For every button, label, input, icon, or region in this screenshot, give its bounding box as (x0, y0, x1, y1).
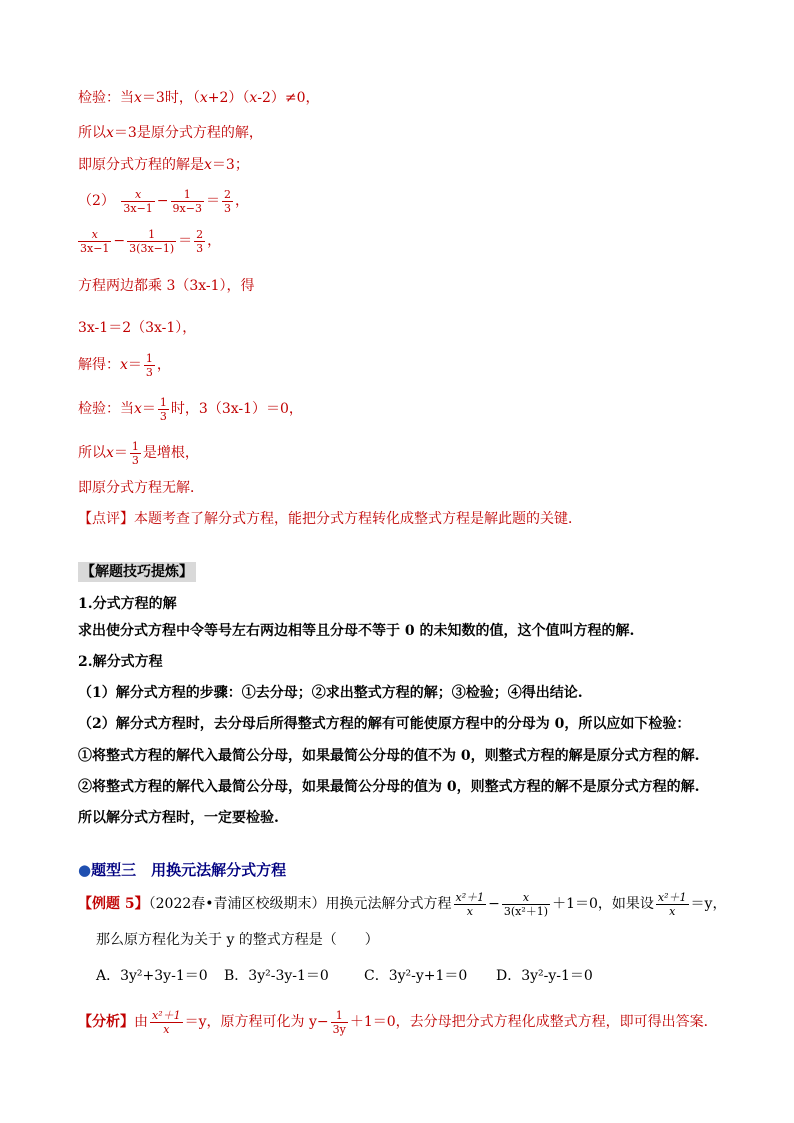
text: 所以 (78, 445, 106, 461)
option-d: D．3y²-y-1＝0 (496, 968, 593, 984)
part2-equation-rewritten (78, 226, 221, 256)
tips-text-6: 所以解分式方程时，一定要检验. (78, 810, 279, 826)
denominator: 3 (145, 365, 153, 379)
var-x: x (106, 125, 114, 141)
numerator: 1 (127, 228, 176, 242)
var-x: x (199, 90, 208, 106)
section-heading (78, 860, 286, 880)
text: ＝y， (690, 896, 727, 912)
text: 检验：当 (78, 90, 134, 106)
fraction (454, 891, 487, 918)
text: 即原分式方程的解是 (78, 157, 204, 173)
expand-line: 3x-1＝2（3x-1）， (78, 320, 197, 336)
numerator: x²＋1 (455, 890, 485, 904)
denominator: x (163, 1022, 170, 1036)
text: +2）（ (207, 90, 250, 106)
analysis-label: 【分析】 (78, 1014, 134, 1030)
text: ， (156, 357, 171, 373)
solve-line (78, 350, 171, 380)
numerator: 1 (131, 439, 139, 453)
operator: ＝ (205, 193, 220, 209)
analysis-line (78, 1004, 718, 1040)
denominator: x (466, 904, 473, 918)
operator: ＝ (178, 233, 193, 249)
numerator: x (502, 891, 550, 905)
denominator: x (669, 904, 676, 918)
text: 是增根， (142, 445, 199, 461)
denominator: 9x−3 (172, 201, 202, 215)
denominator: 3 (159, 409, 167, 423)
numerator: 1 (145, 351, 153, 365)
check-line-1 (78, 88, 320, 108)
check-line-2 (78, 394, 303, 424)
numerator: x (78, 228, 111, 242)
bullet-icon: ● (78, 861, 92, 879)
operator: − (113, 233, 126, 249)
var-x: x (134, 401, 142, 417)
var-x: x (120, 357, 128, 373)
numerator: 2 (196, 227, 204, 241)
fraction (78, 228, 111, 255)
tips-text-1: 求出使分式方程中令等号左右两边相等且分母不等于 0 的未知数的值，这个值叫方程的解. (78, 623, 635, 639)
comment: 【点评】本题考查了解分式方程，能把分式方程转化成整式方程是解此题的关键． (78, 511, 582, 527)
answer-line-1 (78, 155, 249, 175)
fraction (127, 228, 176, 255)
text: 解得： (78, 357, 120, 373)
text: ＋1＝0，如果设 (552, 896, 654, 912)
tag-label: 【解题技巧提炼】 (78, 562, 196, 582)
fraction (130, 440, 141, 467)
example-source: （2022春•青浦区校级期末）用换元法解分式方程 (148, 896, 452, 912)
section-title: 题型三 用换元法解分式方程 (91, 861, 287, 879)
tips-text-4: ①将整式方程的解代入最简公分母，如果最简公分母的值不为 0，则整式方程的解是原分式方程的解. (78, 748, 700, 764)
example-label: 【例题 5】 (78, 896, 149, 912)
text: ， (234, 193, 249, 209)
fraction (121, 188, 154, 215)
text: ＋1＝0，去分母把分式方程化成整式方程，即可得出答案． (349, 1014, 718, 1030)
var-x: x (134, 90, 142, 106)
operator: − (156, 193, 169, 209)
numerator: 1 (171, 188, 204, 202)
answer-line-2: 即原分式方程无解． (78, 480, 204, 496)
numerator: x (121, 188, 154, 202)
numerator: 1 (331, 1009, 348, 1023)
denominator: 3x−1 (80, 241, 110, 255)
numerator: x²＋1 (152, 1008, 181, 1022)
tips-heading-2: 2.解分式方程 (78, 654, 163, 670)
text: ， (207, 233, 222, 249)
fraction (150, 1009, 183, 1036)
var-x: x (249, 90, 258, 106)
text: ＝3； (211, 157, 249, 173)
part-label: （2） (78, 193, 115, 209)
numerator: 1 (159, 395, 167, 409)
var-x: x (106, 445, 114, 461)
tips-heading-1: 1.分式方程的解 (78, 596, 177, 612)
so-line-1 (78, 123, 263, 143)
tips-text-5: ②将整式方程的解代入最简公分母，如果最简公分母的值为 0，则整式方程的解不是原分式方程的解. (78, 779, 700, 795)
tips-tag (78, 562, 196, 582)
example-line-2: 那么原方程化为关于 y 的整式方程是（ ） (96, 932, 379, 948)
text: 所以 (78, 125, 106, 141)
var-x: x (204, 157, 212, 173)
denominator: 3(3x−1) (129, 241, 175, 255)
text: 检验：当 (78, 401, 134, 417)
multiply-line: 方程两边都乘 3（3x-1），得 (78, 278, 255, 294)
fraction (144, 352, 155, 379)
fraction (502, 891, 550, 918)
operator: ＝ (141, 401, 156, 417)
fraction (194, 228, 205, 255)
numerator: 2 (223, 187, 231, 201)
option-c: C．3y²-y+1＝0 (364, 968, 468, 984)
so-line-2 (78, 438, 199, 468)
denominator: 3 (223, 201, 231, 215)
example-line-1 (78, 886, 726, 922)
option-a: A．3y²+3y-1＝0 (96, 968, 208, 984)
operator: ＝ (113, 445, 128, 461)
fraction (222, 188, 233, 215)
denominator: 3 (131, 453, 139, 467)
text: ＝3是原分式方程的解， (113, 125, 263, 141)
fraction (331, 1009, 348, 1036)
text: 由 (134, 1014, 148, 1030)
tips-text-3: （2）解分式方程时，去分母后所得整式方程的解有可能使原方程中的分母为 0，所以应如下检验： (78, 716, 691, 732)
text: ＝y，原方程可化为 y− (184, 1014, 329, 1030)
text: ＝3时，（ (141, 90, 200, 106)
fraction (171, 188, 204, 215)
denominator: 3y (332, 1022, 346, 1036)
text: -2）≠0， (257, 90, 320, 106)
numerator: x²＋1 (657, 890, 687, 904)
denominator: 3(x²＋1) (503, 904, 549, 918)
operator: ＝ (127, 357, 142, 373)
operator: − (488, 896, 500, 912)
option-b: B．3y²-3y-1＝0 (224, 968, 329, 984)
part2-equation (78, 186, 249, 216)
denominator: 3 (196, 241, 204, 255)
fraction (656, 891, 689, 918)
denominator: 3x−1 (123, 201, 153, 215)
text: 时，3（3x-1）＝0， (170, 401, 303, 417)
tips-text-2: （1）解分式方程的步骤：①去分母；②求出整式方程的解；③检验；④得出结论. (78, 685, 583, 701)
fraction (158, 396, 169, 423)
